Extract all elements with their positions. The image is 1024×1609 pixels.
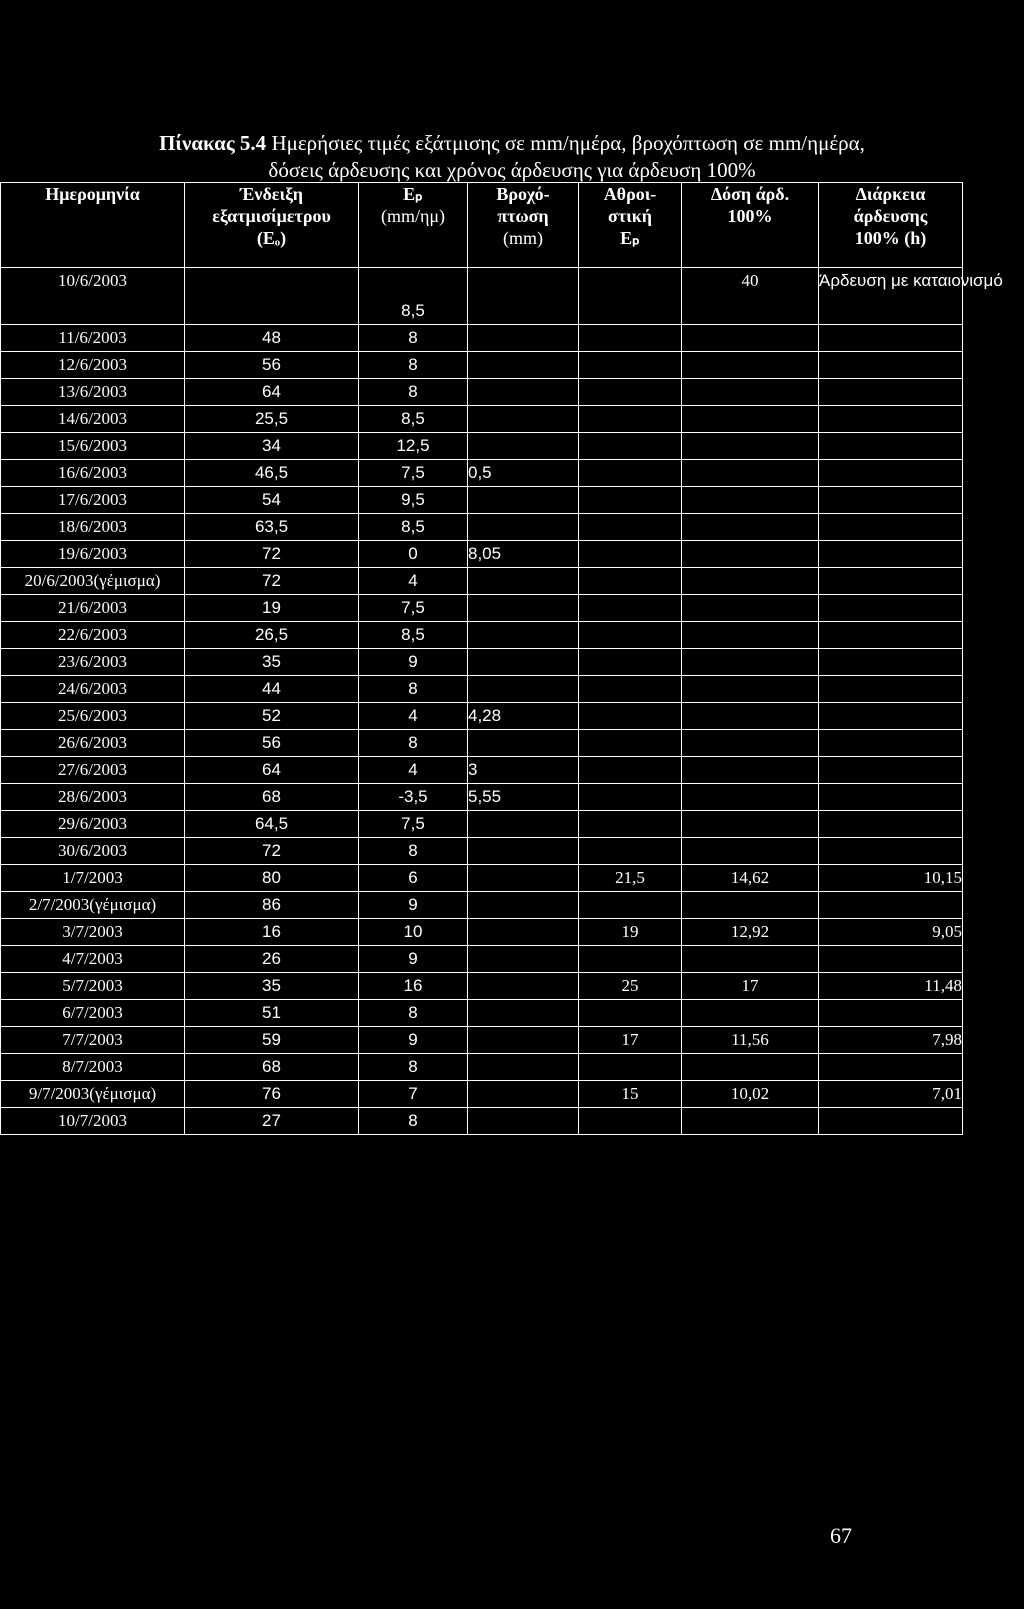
cell-ep: 8 — [359, 1000, 468, 1027]
cell-date: 7/7/2003 — [1, 1027, 185, 1054]
cell-cumulative — [579, 892, 682, 919]
cell-duration — [819, 1108, 963, 1135]
cell-rain — [468, 676, 579, 703]
cell-cumulative — [579, 1000, 682, 1027]
table-row — [1, 919, 963, 946]
cell-duration — [819, 703, 963, 730]
cell-rain — [468, 379, 579, 406]
cell-dose — [682, 352, 819, 379]
cell-date: 6/7/2003 — [1, 1000, 185, 1027]
cell-date: 11/6/2003 — [1, 325, 185, 352]
cell-rain — [468, 973, 579, 1000]
cell-cumulative: 21,5 — [579, 865, 682, 892]
cell-date: 10/6/2003 — [1, 268, 185, 325]
cell-pan: 68 — [185, 1054, 359, 1081]
table-row — [1, 1081, 963, 1108]
cell-rain — [468, 838, 579, 865]
cell-date: 9/7/2003(γέμισμα) — [1, 1081, 185, 1108]
cell-date: 4/7/2003 — [1, 946, 185, 973]
table-row — [1, 730, 963, 757]
cell-ep: 8,5 — [359, 514, 468, 541]
cell-ep: 8 — [359, 352, 468, 379]
header-dose: Δόση άρδ. 100% — [682, 183, 819, 268]
cell-date: 30/6/2003 — [1, 838, 185, 865]
cell-duration — [819, 406, 963, 433]
cell-duration — [819, 784, 963, 811]
cell-duration: 11,48 — [819, 973, 963, 1000]
cell-rain: 8,05 — [468, 541, 579, 568]
table-row — [1, 325, 963, 352]
cell-dose — [682, 487, 819, 514]
cell-rain — [468, 1000, 579, 1027]
cell-duration: 7,01 — [819, 1081, 963, 1108]
cell-pan: 63,5 — [185, 514, 359, 541]
cell-date: 3/7/2003 — [1, 919, 185, 946]
header-pan: Ένδειξη εξατμισίμετρου (Eₒ) — [185, 183, 359, 268]
cell-duration — [819, 595, 963, 622]
cell-pan: 64 — [185, 757, 359, 784]
table-row — [1, 541, 963, 568]
caption-line-1: Ημερήσιες τιμές εξάτμισης σε mm/ημέρα, βροχόπτωση σε mm/ημέρα, — [266, 131, 865, 155]
cell-ep: 8 — [359, 1108, 468, 1135]
cell-duration — [819, 541, 963, 568]
cell-cumulative — [579, 379, 682, 406]
cell-ep: 9 — [359, 946, 468, 973]
cell-ep: 9,5 — [359, 487, 468, 514]
cell-pan: 35 — [185, 649, 359, 676]
cell-date: 10/7/2003 — [1, 1108, 185, 1135]
cell-pan: 51 — [185, 1000, 359, 1027]
cell-dose — [682, 649, 819, 676]
cell-ep: 8 — [359, 1054, 468, 1081]
cell-dose — [682, 811, 819, 838]
cell-pan: 19 — [185, 595, 359, 622]
cell-ep: 9 — [359, 1027, 468, 1054]
cell-rain: 3 — [468, 757, 579, 784]
cell-cumulative: 19 — [579, 919, 682, 946]
cell-dose — [682, 325, 819, 352]
cell-pan: 26,5 — [185, 622, 359, 649]
cell-ep: 8 — [359, 325, 468, 352]
cell-dose — [682, 541, 819, 568]
cell-dose — [682, 514, 819, 541]
cell-pan: 72 — [185, 541, 359, 568]
cell-cumulative — [579, 757, 682, 784]
cell-date: 23/6/2003 — [1, 649, 185, 676]
cell-ep: 0 — [359, 541, 468, 568]
table-row — [1, 946, 963, 973]
cell-ep: 8,5 — [359, 622, 468, 649]
cell-cumulative: 17 — [579, 1027, 682, 1054]
table-row — [1, 1108, 963, 1135]
cell-pan: 54 — [185, 487, 359, 514]
cell-date: 24/6/2003 — [1, 676, 185, 703]
cell-cumulative — [579, 268, 682, 325]
cell-ep: 4 — [359, 757, 468, 784]
cell-rain — [468, 514, 579, 541]
header-row — [1, 183, 963, 268]
cell-ep: 8,5 — [359, 406, 468, 433]
cell-pan: 72 — [185, 568, 359, 595]
cell-date: 2/7/2003(γέμισμα) — [1, 892, 185, 919]
cell-cumulative: 15 — [579, 1081, 682, 1108]
cell-pan: 56 — [185, 730, 359, 757]
cell-duration — [819, 622, 963, 649]
caption-line-2: δόσεις άρδευσης και χρόνος άρδευσης για άρδευση 100% — [268, 158, 756, 182]
cell-pan: 68 — [185, 784, 359, 811]
cell-date: 21/6/2003 — [1, 595, 185, 622]
cell-duration — [819, 460, 963, 487]
cell-pan: 86 — [185, 892, 359, 919]
cell-rain — [468, 1027, 579, 1054]
cell-duration — [819, 487, 963, 514]
cell-rain — [468, 487, 579, 514]
cell-rain — [468, 946, 579, 973]
cell-date: 8/7/2003 — [1, 1054, 185, 1081]
cell-ep: -3,5 — [359, 784, 468, 811]
cell-ep: 6 — [359, 865, 468, 892]
cell-dose — [682, 676, 819, 703]
cell-pan: 64 — [185, 379, 359, 406]
cell-rain — [468, 1108, 579, 1135]
cell-dose: 17 — [682, 973, 819, 1000]
cell-dose — [682, 1054, 819, 1081]
cell-dose — [682, 838, 819, 865]
cell-cumulative — [579, 622, 682, 649]
cell-duration: 10,15 — [819, 865, 963, 892]
cell-date: 27/6/2003 — [1, 757, 185, 784]
cell-rain — [468, 325, 579, 352]
table-row — [1, 406, 963, 433]
cell-pan: 76 — [185, 1081, 359, 1108]
table-row — [1, 784, 963, 811]
cell-date: 1/7/2003 — [1, 865, 185, 892]
cell-cumulative — [579, 946, 682, 973]
cell-cumulative — [579, 541, 682, 568]
table-row — [1, 649, 963, 676]
cell-date: 14/6/2003 — [1, 406, 185, 433]
cell-date: 16/6/2003 — [1, 460, 185, 487]
table-row — [1, 487, 963, 514]
table-row — [1, 352, 963, 379]
table-row — [1, 268, 963, 325]
cell-dose — [682, 1000, 819, 1027]
cell-duration — [819, 379, 963, 406]
cell-pan: 44 — [185, 676, 359, 703]
cell-ep: 9 — [359, 649, 468, 676]
cell-dose — [682, 1108, 819, 1135]
caption-label: Πίνακας 5.4 — [159, 131, 267, 155]
cell-ep: 12,5 — [359, 433, 468, 460]
cell-ep: 8 — [359, 676, 468, 703]
cell-cumulative — [579, 406, 682, 433]
cell-dose — [682, 595, 819, 622]
cell-cumulative — [579, 703, 682, 730]
cell-pan: 64,5 — [185, 811, 359, 838]
cell-date: 15/6/2003 — [1, 433, 185, 460]
cell-cumulative — [579, 595, 682, 622]
cell-date: 5/7/2003 — [1, 973, 185, 1000]
irrigation-table — [0, 182, 1003, 1135]
cell-ep: 7 — [359, 1081, 468, 1108]
cell-duration — [819, 1000, 963, 1027]
cell-duration — [819, 676, 963, 703]
cell-dose — [682, 757, 819, 784]
cell-duration — [819, 946, 963, 973]
cell-pan: 34 — [185, 433, 359, 460]
header-duration: Διάρκεια άρδευσης 100% (h) — [819, 183, 963, 268]
cell-dose — [682, 379, 819, 406]
cell-duration — [819, 757, 963, 784]
cell-pan: 25,5 — [185, 406, 359, 433]
cell-duration — [819, 649, 963, 676]
table-row — [1, 676, 963, 703]
cell-pan: 46,5 — [185, 460, 359, 487]
cell-rain: 0,5 — [468, 460, 579, 487]
cell-duration — [819, 325, 963, 352]
cell-dose — [682, 433, 819, 460]
cell-rain — [468, 730, 579, 757]
cell-pan — [185, 268, 359, 325]
cell-duration — [819, 811, 963, 838]
cell-cumulative — [579, 676, 682, 703]
cell-cumulative — [579, 325, 682, 352]
cell-dose — [682, 622, 819, 649]
cell-rain: 5,55 — [468, 784, 579, 811]
cell-date: 13/6/2003 — [1, 379, 185, 406]
table-row — [1, 379, 963, 406]
cell-rain — [468, 406, 579, 433]
cell-duration: 7,98 — [819, 1027, 963, 1054]
cell-rain — [468, 433, 579, 460]
cell-rain — [468, 352, 579, 379]
cell-dose: 10,02 — [682, 1081, 819, 1108]
cell-ep: 10 — [359, 919, 468, 946]
cell-cumulative — [579, 460, 682, 487]
cell-dose: 11,56 — [682, 1027, 819, 1054]
cell-duration — [819, 838, 963, 865]
table-row — [1, 865, 963, 892]
cell-date: 18/6/2003 — [1, 514, 185, 541]
cell-pan: 16 — [185, 919, 359, 946]
cell-dose — [682, 406, 819, 433]
cell-cumulative — [579, 838, 682, 865]
cell-duration — [819, 568, 963, 595]
table-row — [1, 811, 963, 838]
cell-cumulative — [579, 1054, 682, 1081]
cell-cumulative — [579, 730, 682, 757]
cell-duration: 9,05 — [819, 919, 963, 946]
cell-cumulative — [579, 433, 682, 460]
table-row — [1, 460, 963, 487]
cell-cumulative — [579, 1108, 682, 1135]
cell-date: 28/6/2003 — [1, 784, 185, 811]
cell-dose — [682, 460, 819, 487]
cell-pan: 56 — [185, 352, 359, 379]
table-row — [1, 595, 963, 622]
cell-cumulative — [579, 487, 682, 514]
table-row — [1, 1054, 963, 1081]
cell-ep: 8,5 — [359, 268, 468, 325]
cell-date: 17/6/2003 — [1, 487, 185, 514]
cell-ep: 8 — [359, 379, 468, 406]
table-row — [1, 703, 963, 730]
cell-cumulative: 25 — [579, 973, 682, 1000]
cell-ep: 16 — [359, 973, 468, 1000]
cell-pan: 72 — [185, 838, 359, 865]
cell-dose — [682, 946, 819, 973]
cell-date: 26/6/2003 — [1, 730, 185, 757]
cell-cumulative — [579, 514, 682, 541]
cell-ep: 8 — [359, 730, 468, 757]
cell-rain — [468, 1054, 579, 1081]
cell-duration — [819, 730, 963, 757]
cell-cumulative — [579, 568, 682, 595]
cell-dose — [682, 784, 819, 811]
cell-rain: 4,28 — [468, 703, 579, 730]
cell-rain — [468, 268, 579, 325]
header-rain: Βροχό- πτωση (mm) — [468, 183, 579, 268]
cell-duration-note: Άρδευση με καταιονισμό — [819, 268, 963, 325]
cell-date: 25/6/2003 — [1, 703, 185, 730]
cell-ep: 7,5 — [359, 811, 468, 838]
cell-rain — [468, 919, 579, 946]
cell-rain — [468, 811, 579, 838]
cell-date: 19/6/2003 — [1, 541, 185, 568]
table-row — [1, 514, 963, 541]
cell-cumulative — [579, 649, 682, 676]
cell-rain — [468, 595, 579, 622]
cell-dose — [682, 892, 819, 919]
cell-duration — [819, 892, 963, 919]
cell-ep: 4 — [359, 703, 468, 730]
cell-pan: 27 — [185, 1108, 359, 1135]
cell-cumulative — [579, 811, 682, 838]
cell-ep: 8 — [359, 838, 468, 865]
cell-date: 12/6/2003 — [1, 352, 185, 379]
header-cumulative: Αθροι- στική Eₚ — [579, 183, 682, 268]
cell-rain — [468, 892, 579, 919]
cell-ep: 9 — [359, 892, 468, 919]
cell-dose: 12,92 — [682, 919, 819, 946]
cell-pan: 80 — [185, 865, 359, 892]
page-number: 67 — [830, 1523, 852, 1548]
cell-duration — [819, 352, 963, 379]
cell-ep: 7,5 — [359, 460, 468, 487]
cell-pan: 52 — [185, 703, 359, 730]
cell-dose — [682, 730, 819, 757]
cell-duration — [819, 1054, 963, 1081]
table-row — [1, 1027, 963, 1054]
table-row — [1, 568, 963, 595]
cell-rain — [468, 622, 579, 649]
cell-dose: 40 — [682, 268, 819, 325]
header-date: Ημερομηνία — [1, 183, 185, 268]
cell-pan: 59 — [185, 1027, 359, 1054]
cell-ep: 7,5 — [359, 595, 468, 622]
cell-dose — [682, 703, 819, 730]
cell-rain — [468, 649, 579, 676]
cell-pan: 35 — [185, 973, 359, 1000]
cell-pan: 26 — [185, 946, 359, 973]
cell-dose — [682, 568, 819, 595]
table-row — [1, 892, 963, 919]
table-row — [1, 757, 963, 784]
cell-dose: 14,62 — [682, 865, 819, 892]
header-ep: Eₚ (mm/ημ) — [359, 183, 468, 268]
cell-rain — [468, 568, 579, 595]
cell-rain — [468, 865, 579, 892]
cell-cumulative — [579, 352, 682, 379]
cell-cumulative — [579, 784, 682, 811]
table-row — [1, 973, 963, 1000]
cell-date: 22/6/2003 — [1, 622, 185, 649]
cell-date: 20/6/2003(γέμισμα) — [1, 568, 185, 595]
cell-pan: 48 — [185, 325, 359, 352]
cell-ep: 4 — [359, 568, 468, 595]
table-row — [1, 622, 963, 649]
cell-duration — [819, 514, 963, 541]
cell-date: 29/6/2003 — [1, 811, 185, 838]
table-caption — [0, 130, 1024, 184]
table-row — [1, 838, 963, 865]
table-row — [1, 433, 963, 460]
cell-rain — [468, 1081, 579, 1108]
cell-duration — [819, 433, 963, 460]
table-row — [1, 1000, 963, 1027]
